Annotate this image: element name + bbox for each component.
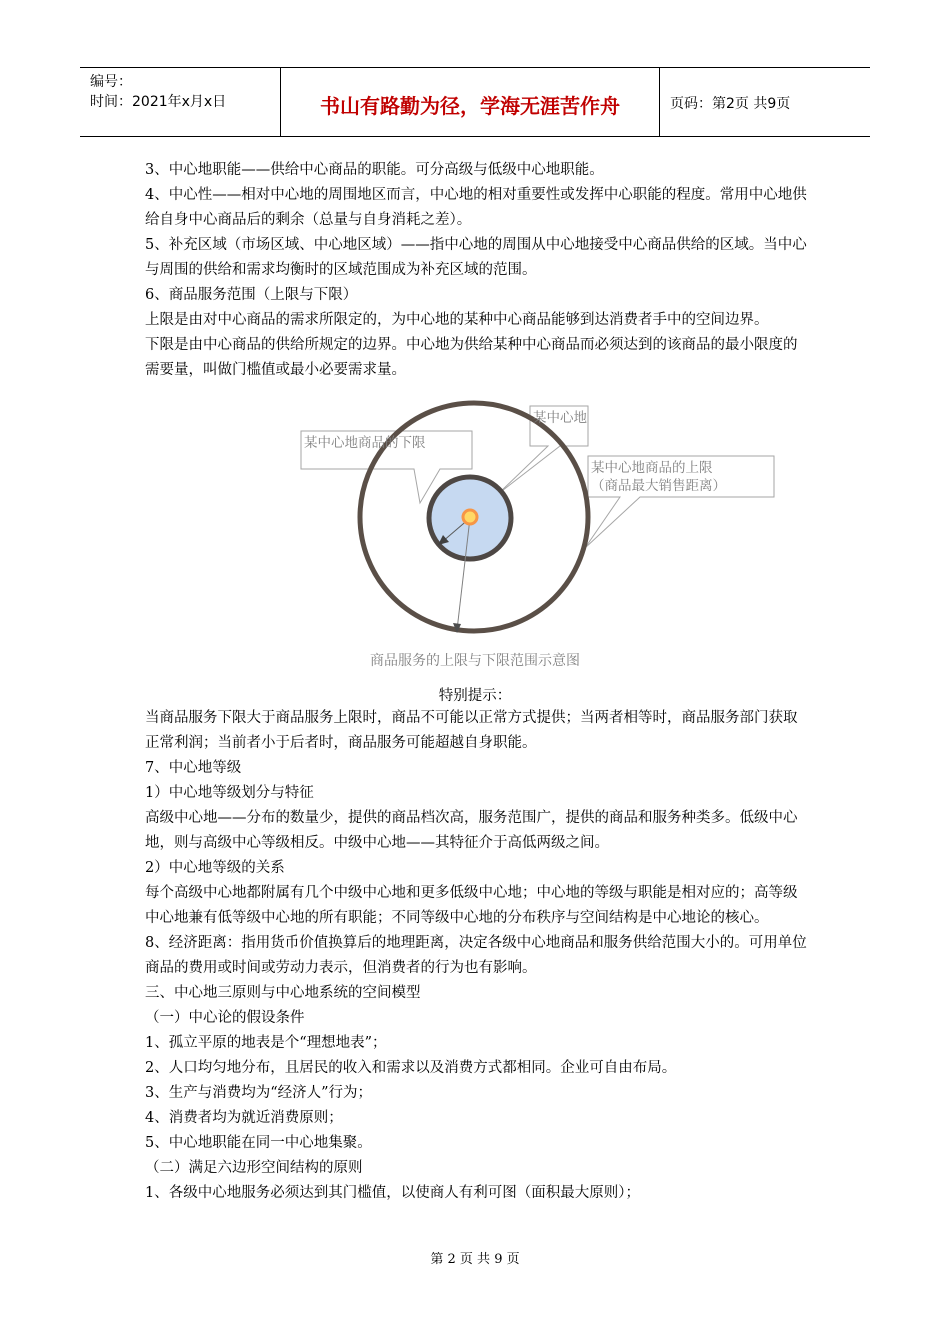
- paragraph: （一）中心论的假设条件: [145, 1010, 305, 1026]
- header-time: 时间：2021年x月x日: [90, 94, 227, 110]
- paragraph: 2、人口均匀地分布，且居民的收入和需求以及消费方式都相同。企业可自由布局。: [145, 1060, 677, 1076]
- paragraph: 5、中心地职能在同一中心地集聚。: [145, 1135, 372, 1151]
- paragraph: 3、生产与消费均为“经济人”行为；: [145, 1085, 373, 1101]
- paragraph: 2）中心地等级的关系: [145, 860, 285, 876]
- special-note-title: 特别提示：: [438, 688, 512, 704]
- label-upper-limit-note: （商品最大销售距离）: [591, 478, 726, 494]
- header-motto-cell: [280, 68, 660, 136]
- central-place-dot: [463, 510, 477, 524]
- header-meta: [80, 68, 280, 140]
- header-page-number: 页码：第2页 共9页: [670, 96, 791, 112]
- paragraph: 三、中心地三原则与中心地系统的空间模型: [145, 985, 421, 1001]
- paragraph: 1、孤立平原的地表是个“理想地表”；: [145, 1035, 387, 1051]
- paragraph: 1、各级中心地服务必须达到其门槛值，以使商人有利可图（面积最大原则）；: [145, 1185, 640, 1201]
- paragraph: 7、中心地等级: [145, 760, 242, 776]
- paragraph: （二）满足六边形空间结构的原则: [145, 1160, 363, 1176]
- paragraph: 4、消费者均为就近消费原则；: [145, 1110, 343, 1126]
- paragraph: 每个高级中心地都附属有几个中级中心地和更多低级中心地；中心地的等级与职能是相对应的；高等级中心地兼有低等级中心地的所有职能；不同等级中心地的分布秩序与空间结构是中心地论的核心。: [145, 885, 798, 926]
- paragraph: 上限是由对中心商品的需求所限定的，为中心地的某种中心商品能够到达消费者手中的空间边界。: [145, 312, 769, 328]
- paragraph: 高级中心地——分布的数量少，提供的商品档次高，服务范围广，提供的商品和服务种类多。低级中心地，则与高级中心等级相反。中级中心地——其特征介于高低两级之间。: [145, 810, 798, 851]
- figure-caption: 商品服务的上限与下限范围示意图: [370, 653, 580, 669]
- paragraph: 当商品服务下限大于商品服务上限时，商品不可能以正常方式提供；当两者相等时，商品服务部门获取正常利润；当前者小于后者时，商品服务可能超越自身职能。: [145, 710, 798, 751]
- paragraph: 6、商品服务范围（上限与下限）: [145, 287, 358, 303]
- paragraph: 4、中心性——相对中心地的周围地区而言，中心地的相对重要性或发挥中心职能的程度。常用中心地供给自身中心商品后的剩余（总量与自身消耗之差）。: [145, 187, 807, 228]
- label-lower-limit: 某中心地商品的下限: [304, 435, 426, 451]
- page-footer: 第 2 页 共 9 页: [430, 1252, 520, 1267]
- paragraph: 5、补充区域（市场区域、中心地区域）——指中心地的周围从中心地接受中心商品供给的区域。当中心与周围的供给和需求均衡时的区域范围成为补充区域的范围。: [145, 237, 807, 278]
- header-number: 编号：: [90, 74, 132, 90]
- body-text-top: [145, 158, 810, 383]
- paragraph: 8、经济距离：指用货币价值换算后的地理距离，决定各级中心地商品和服务供给范围大小的。可用单位商品的费用或时间或劳动力表示，但消费者的行为也有影响。: [145, 935, 807, 976]
- paragraph: 3、中心地职能——供给中心商品的职能。可分高级与低级中心地职能。: [145, 162, 604, 178]
- service-range-diagram: [290, 400, 726, 680]
- body-text-bottom: [145, 706, 810, 1206]
- paragraph: 1）中心地等级划分与特征: [145, 785, 314, 801]
- page-header: [80, 67, 870, 137]
- header-motto: 书山有路勤为径，学海无涯苦作舟: [320, 94, 620, 118]
- label-upper-limit: 某中心地商品的上限: [591, 460, 713, 476]
- paragraph: 下限是由中心商品的供给所规定的边界。中心地为供给某种中心商品而必须达到的该商品的最小限度的需要量，叫做门槛值或最小必要需求量。: [145, 337, 798, 378]
- label-center: 某中心地: [533, 410, 587, 426]
